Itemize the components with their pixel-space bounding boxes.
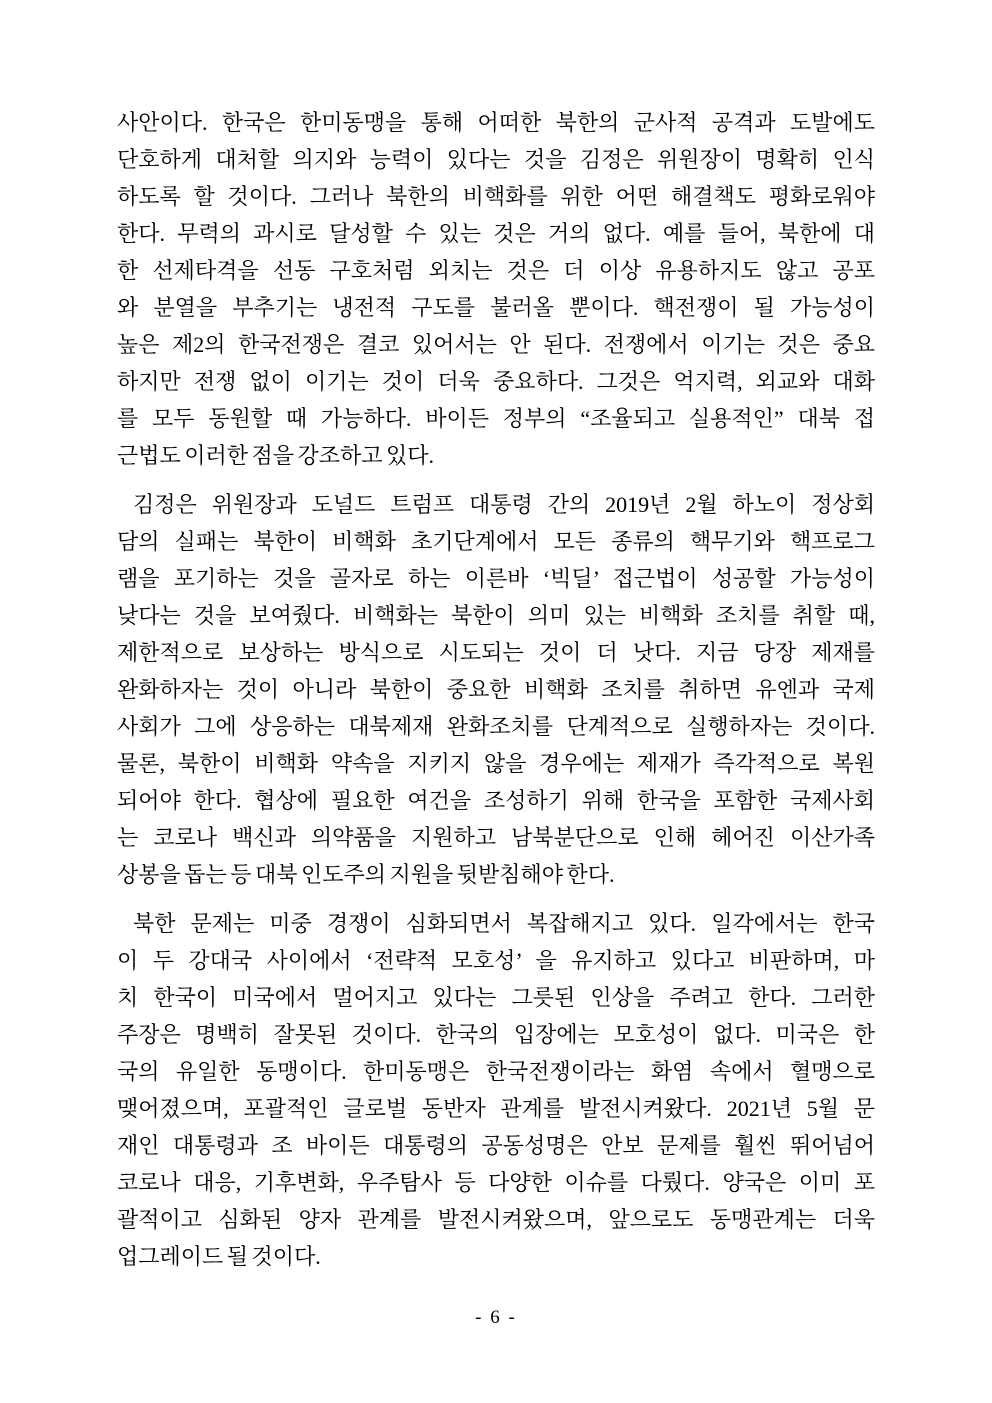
text-line: 담의 실패는 북한이 비핵화 초기단계에서 모든 종류의 핵무기와 핵프로그 bbox=[117, 529, 875, 554]
document-text-block bbox=[117, 104, 875, 1275]
text-line: 재인 대통령과 조 바이든 대통령의 공동성명은 안보 문제를 훨씬 뛰어넘어 bbox=[117, 1133, 875, 1158]
text-line: 업그레이드 될 것이다. bbox=[117, 1244, 321, 1269]
text-line: 괄적이고 심화된 양자 관계를 발전시켜왔으며, 앞으로도 동맹관계는 더욱 bbox=[117, 1207, 875, 1232]
text-line: 한다. 무력의 과시로 달성할 수 있는 것은 거의 없다. 예를 들어, 북한에 대 bbox=[117, 221, 875, 246]
text-line: 완화하자는 것이 아니라 북한이 중요한 비핵화 조치를 취하면 유엔과 국제 bbox=[117, 677, 875, 702]
text-line: 하지만 전쟁 없이 이기는 것이 더욱 중요하다. 그것은 억지력, 외교와 대화 bbox=[117, 369, 875, 394]
text-line: 는 코로나 백신과 의약품을 지원하고 남북분단으로 인해 헤어진 이산가족 bbox=[117, 825, 875, 850]
text-line: 국의 유일한 동맹이다. 한미동맹은 한국전쟁이라는 화염 속에서 혈맹으로 bbox=[117, 1059, 875, 1084]
text-line: 되어야 한다. 협상에 필요한 여건을 조성하기 위해 한국을 포함한 국제사회 bbox=[117, 788, 875, 813]
text-line: 물론, 북한이 비핵화 약속을 지키지 않을 경우에는 제재가 즉각적으로 복원 bbox=[117, 751, 875, 776]
page-number: - 6 - bbox=[475, 1307, 517, 1328]
text-line: 주장은 명백히 잘못된 것이다. 한국의 입장에는 모호성이 없다. 미국은 한 bbox=[117, 1022, 875, 1047]
text-line: 하도록 할 것이다. 그러나 북한의 비핵화를 위한 어떤 해결책도 평화로워야 bbox=[117, 184, 875, 209]
text-line: 사회가 그에 상응하는 대북제재 완화조치를 단계적으로 실행하자는 것이다. bbox=[117, 714, 875, 739]
text-line: 높은 제2의 한국전쟁은 결코 있어서는 안 된다. 전쟁에서 이기는 것은 중요 bbox=[117, 332, 875, 357]
text-line: 한 선제타격을 선동 구호처럼 외치는 것은 더 이상 유용하지도 않고 공포 bbox=[117, 258, 875, 283]
text-line: 김정은 위원장과 도널드 트럼프 대통령 간의 2019년 2월 하노이 정상회 bbox=[133, 492, 875, 517]
text-line: 램을 포기하는 것을 골자로 하는 이른바 ‘빅딜’ 접근법이 성공할 가능성이 bbox=[117, 566, 875, 591]
text-line: 와 분열을 부추기는 냉전적 구도를 불러올 뿐이다. 핵전쟁이 될 가능성이 bbox=[117, 295, 875, 320]
text-line: 코로나 대응, 기후변화, 우주탐사 등 다양한 이슈를 다뤘다. 양국은 이미 포 bbox=[117, 1170, 875, 1195]
text-line: 를 모두 동원할 때 가능하다. 바이든 정부의 “조율되고 실용적인” 대북 접 bbox=[117, 406, 875, 431]
text-line: 제한적으로 보상하는 방식으로 시도되는 것이 더 낫다. 지금 당장 제재를 bbox=[117, 640, 875, 665]
text-line: 치 한국이 미국에서 멀어지고 있다는 그릇된 인상을 주려고 한다. 그러한 bbox=[117, 985, 875, 1010]
text-line: 사안이다. 한국은 한미동맹을 통해 어떠한 북한의 군사적 공격과 도발에도 bbox=[117, 110, 875, 135]
paragraph-3 bbox=[117, 905, 875, 1275]
text-line: 낮다는 것을 보여줬다. 비핵화는 북한이 의미 있는 비핵화 조치를 취할 때, bbox=[117, 603, 875, 628]
paragraph-2 bbox=[117, 486, 875, 893]
text-line: 상봉을 돕는 등 대북 인도주의 지원을 뒷받침해야 한다. bbox=[117, 862, 615, 887]
text-line: 북한 문제는 미중 경쟁이 심화되면서 복잡해지고 있다. 일각에서는 한국 bbox=[133, 911, 875, 936]
text-line: 단호하게 대처할 의지와 능력이 있다는 것을 김정은 위원장이 명확히 인식 bbox=[117, 147, 875, 172]
text-line: 맺어졌으며, 포괄적인 글로벌 동반자 관계를 발전시켜왔다. 2021년 5월 문 bbox=[117, 1096, 875, 1121]
paragraph-1 bbox=[117, 104, 875, 474]
text-line: 근법도 이러한 점을 강조하고 있다. bbox=[117, 443, 435, 468]
text-line: 이 두 강대국 사이에서 ‘전략적 모호성’ 을 유지하고 있다고 비판하며, 마 bbox=[117, 948, 875, 973]
